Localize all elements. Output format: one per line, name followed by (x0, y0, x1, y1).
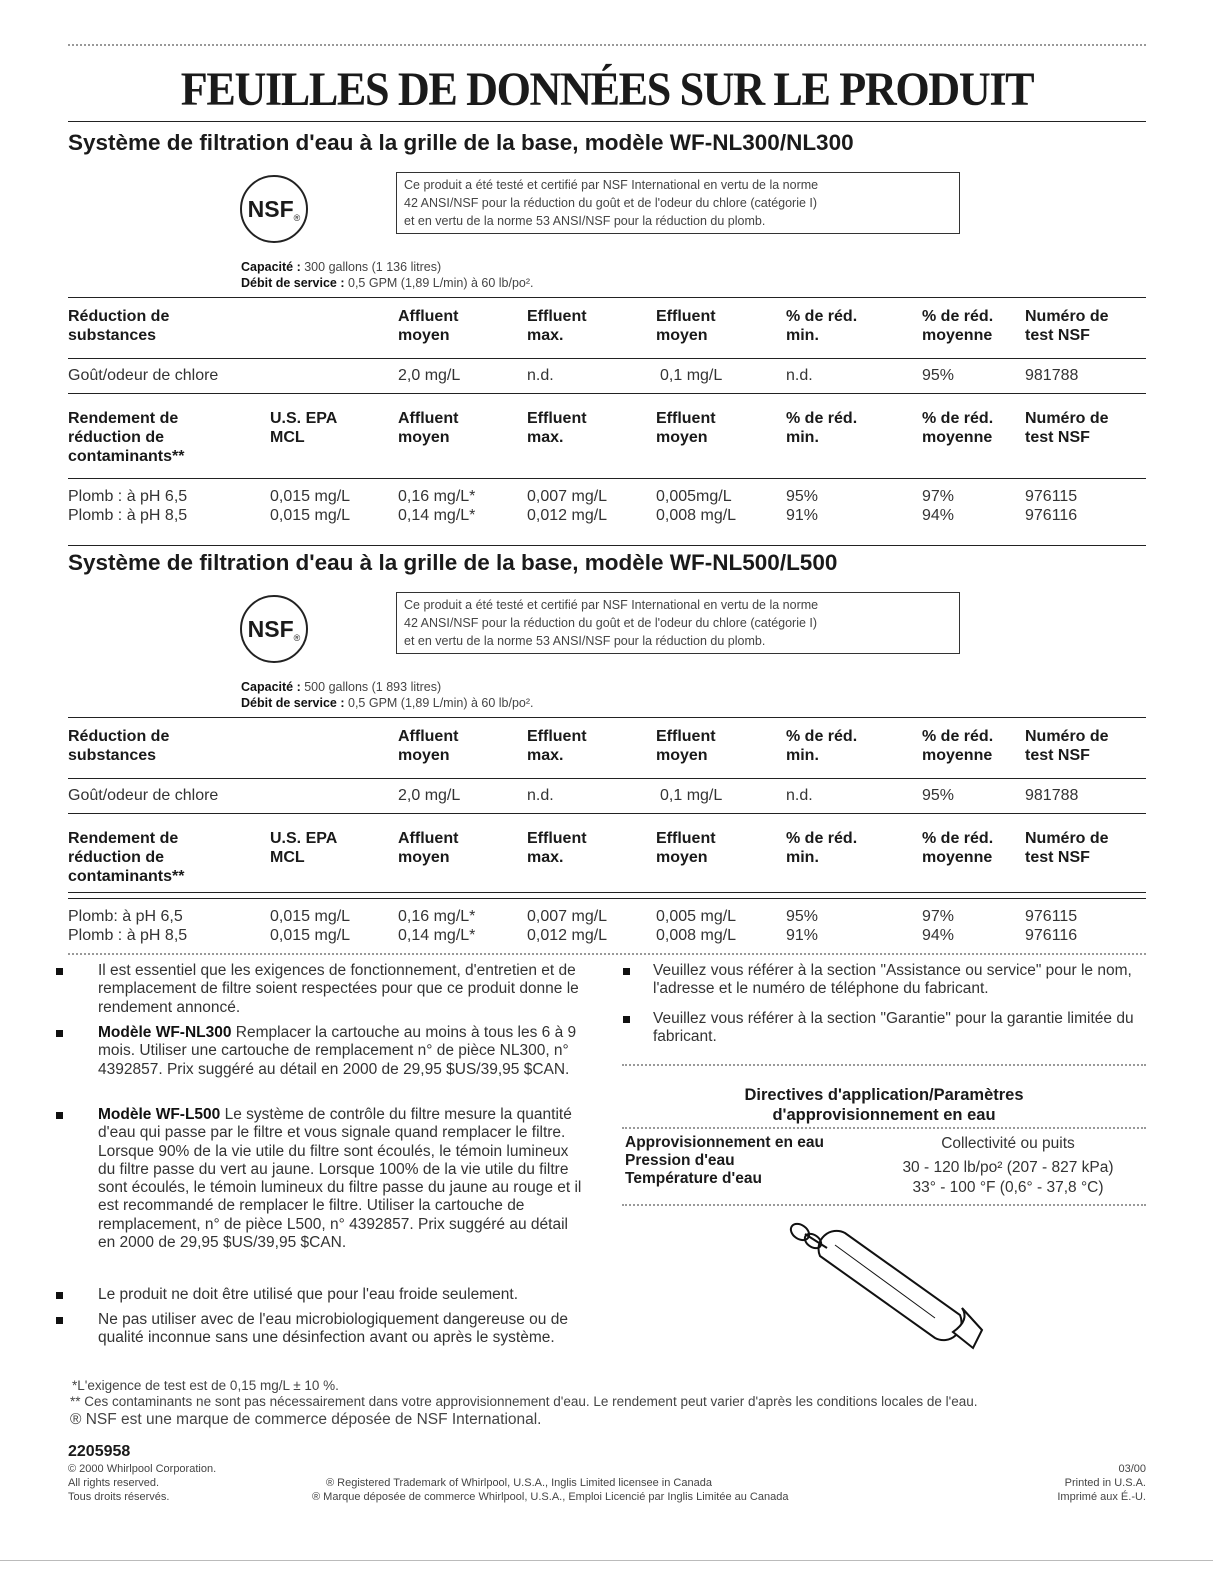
table2-cell: Plomb : à pH 8,5 (68, 927, 188, 944)
table1-header-cell: Réduction de substances (68, 728, 170, 764)
table1-header-cell: Réduction de substances (68, 308, 170, 344)
bullet-icon (56, 1317, 63, 1324)
table1-header-cell: % de réd. moyenne (922, 308, 994, 344)
table2-cell: 0,14 mg/L* (398, 507, 476, 524)
table1-cell: 981788 (1025, 787, 1079, 804)
certification-line: et en vertu de la norme 53 ANSI/NSF pour la réduction du plomb. (404, 214, 766, 228)
table2-cell: 0,012 mg/L (527, 927, 608, 944)
table1-cell: 95% (922, 367, 955, 384)
note-item (653, 1010, 1145, 1047)
table2-header-cell: U.S. EPA MCL (270, 830, 338, 866)
table1-header-cell: Effluent max. (527, 728, 587, 764)
nsf-logo: NSF $_®$ (240, 175, 308, 243)
top-divider (68, 44, 1146, 49)
table2-cell: 0,007 mg/L (527, 488, 608, 505)
bullet-icon (623, 1016, 630, 1023)
section-title: Système de filtration d'eau à la grille de la base, modèle WF-NL300/NL300 (68, 130, 854, 155)
table2-cell: Plomb : à pH 6,5 (68, 488, 188, 505)
table1-cell: 95% (922, 787, 955, 804)
title-rule (68, 121, 1146, 122)
capacity (241, 259, 441, 275)
table2-cell: 976116 (1025, 507, 1078, 524)
bullet-icon (56, 1292, 63, 1299)
directives-divider-top (622, 1064, 1146, 1069)
flow-rate (241, 275, 534, 291)
note-text: Veuillez vous référer à la section "Assistance ou service" pour le nom, l'adresse et le numéro de téléphone du fabricant. (653, 962, 1132, 998)
table-rule (68, 297, 1146, 298)
table2-cell: 0,015 mg/L (270, 507, 351, 524)
rights-fr: Tous droits réservés. (68, 1491, 170, 1503)
certification-line: Ce produit a été testé et certifié par NSF International en vertu de la norme (404, 178, 819, 192)
note-text: Remplacer la cartouche au moins à tous les 6 à 9 mois. Utiliser une cartouche de remplacement n° de pièce NL300, n° 4392857. Prix suggéré au détail en 2000 de 29,95 $US/39,95 $CAN. (98, 1024, 577, 1078)
certification-line: 42 ANSI/NSF pour la réduction du goût et de l'odeur du chlore (catégorie I) (404, 196, 818, 210)
table1-header-cell: Effluent max. (527, 308, 587, 344)
table-rule (68, 393, 1146, 394)
table2-cell: 0,008 mg/L (656, 507, 737, 524)
note-text: Le système de contrôle du filtre mesure la quantité d'eau qui passe par le filtre et vous signale quand remplacer le filtre. Lorsque 90% de la vie utile du filtre sont écoulés, le témoin lumineux du filtre passe du vert au jaune. Lorsque 100% de la vie utile du filtre sont écoulés, le témoin lumineux du filtre passe du jaune au rouge et il est recommandé de remplacer le filtre. Utiliser la cartouche de remplacement, n° de pièce L500, n° 4392857. Prix suggéré au détail en 2000 de 29,95 $US/39,95 $CAN. (98, 1106, 582, 1252)
table2-cell: 0,16 mg/L* (398, 908, 476, 925)
nsf-logo-text: NSF (247, 615, 294, 642)
table1-cell: n.d. (786, 787, 813, 804)
table1-cell: n.d. (786, 367, 813, 384)
table-rule (68, 358, 1146, 359)
directives-labels (625, 1134, 824, 1188)
directives-divider-mid (622, 1127, 1146, 1132)
table1-cell: 2,0 mg/L (398, 787, 461, 804)
table1-header-cell: % de réd. min. (786, 728, 858, 764)
table1-cell: 0,1 mg/L (660, 367, 723, 384)
flow-label: Débit de service : (241, 696, 345, 710)
table1-cell: n.d. (527, 787, 554, 804)
certification-box (396, 592, 960, 654)
certification-box (396, 172, 960, 234)
table2-header-cell: U.S. EPA MCL (270, 410, 338, 446)
certification-line: 42 ANSI/NSF pour la réduction du goût et de l'odeur du chlore (catégorie I) (404, 616, 818, 630)
table1-header-cell: % de réd. min. (786, 308, 858, 344)
note-text: Il est essentiel que les exigences de fonctionnement, d'entretien et de remplacement de filtre soient respectées pour que ce produit donne le rendement annoncé. (98, 962, 579, 1016)
table2-cell: 0,005 mg/L (656, 908, 737, 925)
table2-header-cell: Effluent max. (527, 830, 587, 866)
directives-label-temperature: Température d'eau (625, 1170, 762, 1187)
flow-label: Débit de service : (241, 276, 345, 290)
note-model: Modèle WF-NL300 (98, 1024, 232, 1041)
flow-value: 0,5 GPM (1,89 L/min) à 60 lb/po². (348, 276, 534, 290)
table2-cell: 0,015 mg/L (270, 927, 351, 944)
table2-cell: 95% (786, 488, 819, 505)
table2-cell: 94% (922, 927, 955, 944)
table2-cell: 97% (922, 488, 955, 505)
directives-value-temperature: 33° - 100 °F (0,6° - 37,8 °C) (912, 1179, 1104, 1196)
part-number: 2205958 (68, 1443, 131, 1460)
table2-cell: 91% (786, 507, 819, 524)
table2-cell: 0,015 mg/L (270, 908, 351, 925)
table2-header-cell: Rendement de réduction de contaminants** (68, 830, 185, 885)
rights-en: All rights reserved. (68, 1477, 160, 1489)
note-model: Modèle WF-L500 (98, 1106, 221, 1123)
table2-cell: 0,14 mg/L* (398, 927, 476, 944)
flow-value: 0,5 GPM (1,89 L/min) à 60 lb/po². (348, 696, 534, 710)
table2-cell: 0,005mg/L (656, 488, 732, 505)
table2-cell: 0,007 mg/L (527, 908, 608, 925)
table2-cell: Plomb : à pH 8,5 (68, 507, 188, 524)
water-filter-cartridge-illustration (775, 1220, 990, 1365)
table1-header-cell: Effluent moyen (656, 728, 716, 764)
bullet-icon (56, 1030, 63, 1037)
nsf-logo-text: NSF (247, 195, 294, 222)
table2-header-cell: % de réd. min. (786, 830, 858, 866)
table1-cell: n.d. (527, 367, 554, 384)
table2-header-cell: Effluent max. (527, 410, 587, 446)
section-title: Système de filtration d'eau à la grille de la base, modèle WF-NL500/L500 (68, 550, 838, 575)
trademark-fr: ® Marque déposée de commerce Whirlpool, U.S.A., Emploi Licencié par Inglis Limitée au Canada (312, 1491, 789, 1503)
note-text: Veuillez vous référer à la section "Garantie" pour la garantie limitée du fabricant. (653, 1010, 1134, 1046)
footnote-test-requirement: *L'exigence de test est de 0,15 mg/L ± 10 %. (72, 1378, 339, 1393)
note-item (98, 1024, 588, 1079)
note-text: Ne pas utiliser avec de l'eau microbiologiquement dangereuse ou de qualité inconnue sans une désinfection avant ou après le système. (98, 1311, 568, 1347)
table-rule (68, 813, 1146, 814)
notes-divider (68, 953, 1146, 958)
note-item (653, 962, 1145, 999)
table2-cell: 97% (922, 908, 955, 925)
table2-cell: 91% (786, 927, 819, 944)
note-item (98, 962, 588, 1017)
table2-cell: 94% (922, 507, 955, 524)
page-title: FEUILLES DE DONNÉES SUR LE PRODUIT (180, 63, 1034, 116)
table2-cell: 976115 (1025, 488, 1078, 505)
table2-header-cell: Affluent moyen (398, 410, 459, 446)
table2-cell: 0,015 mg/L (270, 488, 351, 505)
certification-line: et en vertu de la norme 53 ANSI/NSF pour la réduction du plomb. (404, 634, 766, 648)
footnote-nsf-trademark: ® NSF est une marque de commerce déposée de NSF International. (70, 1411, 542, 1428)
table2-header-cell: % de réd. min. (786, 410, 858, 446)
table2-cell: 976116 (1025, 927, 1078, 944)
table2-cell: Plomb: à pH 6,5 (68, 908, 183, 925)
table-rule (68, 778, 1146, 779)
table2-header-cell: Numéro de test NSF (1025, 410, 1109, 446)
printed-in-fr: Imprimé aux É.-U. (1057, 1491, 1146, 1503)
print-date: 03/00 (1118, 1463, 1146, 1475)
table-rule (68, 898, 1146, 899)
bullet-icon (56, 1112, 63, 1119)
table-rule (68, 717, 1146, 718)
note-item (98, 1286, 588, 1304)
directives-title (622, 1085, 1146, 1125)
note-item (98, 1106, 588, 1252)
table2-header-cell: Effluent moyen (656, 830, 716, 866)
nsf-logo: NSF $_®$ (240, 595, 308, 663)
flow-rate (241, 695, 534, 711)
table1-header-cell: Numéro de test NSF (1025, 728, 1109, 764)
directives-value-supply: Collectivité ou puits (941, 1135, 1075, 1152)
directives-label-pressure: Pression d'eau (625, 1152, 735, 1169)
table2-header-cell: Numéro de test NSF (1025, 830, 1109, 866)
note-text: Le produit ne doit être utilisé que pour l'eau froide seulement. (98, 1286, 519, 1303)
table2-header-cell: % de réd. moyenne (922, 410, 994, 446)
capacity (241, 679, 441, 695)
table1-header-cell: Numéro de test NSF (1025, 308, 1109, 344)
certification-line: Ce produit a été testé et certifié par NSF International en vertu de la norme (404, 598, 819, 612)
table1-header-cell: Effluent moyen (656, 308, 716, 344)
bullet-icon (623, 968, 630, 975)
table1-cell: Goût/odeur de chlore (68, 367, 219, 384)
printed-in-en: Printed in U.S.A. (1064, 1477, 1146, 1489)
table2-cell: 0,16 mg/L* (398, 488, 476, 505)
bullet-icon (56, 968, 63, 975)
capacity-value: 500 gallons (1 893 litres) (304, 680, 442, 694)
capacity-label: Capacité : (241, 260, 301, 274)
table2-cell: 95% (786, 908, 819, 925)
table2-cell: 0,008 mg/L (656, 927, 737, 944)
capacity-value: 300 gallons (1 136 litres) (304, 260, 442, 274)
note-item (98, 1311, 588, 1348)
section-divider (68, 545, 1146, 546)
table2-header-cell: Affluent moyen (398, 830, 459, 866)
table1-cell: 981788 (1025, 367, 1079, 384)
table-rule (68, 892, 1146, 893)
copyright: © 2000 Whirlpool Corporation. (68, 1463, 217, 1475)
directives-title-line1: Directives d'application/Paramètres (744, 1086, 1024, 1104)
table-rule (68, 478, 1146, 479)
table1-cell: 0,1 mg/L (660, 787, 723, 804)
table1-header-cell: % de réd. moyenne (922, 728, 994, 764)
directives-label-supply: Approvisionnement en eau (625, 1134, 824, 1151)
table1-cell: 2,0 mg/L (398, 367, 461, 384)
footnote-contaminants: ** Ces contaminants ne sont pas nécessairement dans votre approvisionnement d'eau. Le rendement peut varier d'après les conditions locales de l'eau. (70, 1394, 978, 1409)
table1-cell: Goût/odeur de chlore (68, 787, 219, 804)
page-bottom-edge (0, 1560, 1213, 1561)
capacity-label: Capacité : (241, 680, 301, 694)
table1-header-cell: Affluent moyen (398, 308, 459, 344)
table1-header-cell: Affluent moyen (398, 728, 459, 764)
table2-header-cell: Effluent moyen (656, 410, 716, 446)
directives-divider-bottom (622, 1204, 1146, 1209)
directives-values (890, 1134, 1126, 1198)
table2-cell: 976115 (1025, 908, 1078, 925)
trademark-en: ® Registered Trademark of Whirlpool, U.S.A., Inglis Limited licensee in Canada (326, 1477, 712, 1489)
directives-title-line2: d'approvisionnement en eau (772, 1106, 996, 1124)
table2-header-cell: Rendement de réduction de contaminants** (68, 410, 185, 465)
table2-cell: 0,012 mg/L (527, 507, 608, 524)
table2-header-cell: % de réd. moyenne (922, 830, 994, 866)
directives-value-pressure: 30 - 120 lb/po² (207 - 827 kPa) (902, 1159, 1114, 1176)
